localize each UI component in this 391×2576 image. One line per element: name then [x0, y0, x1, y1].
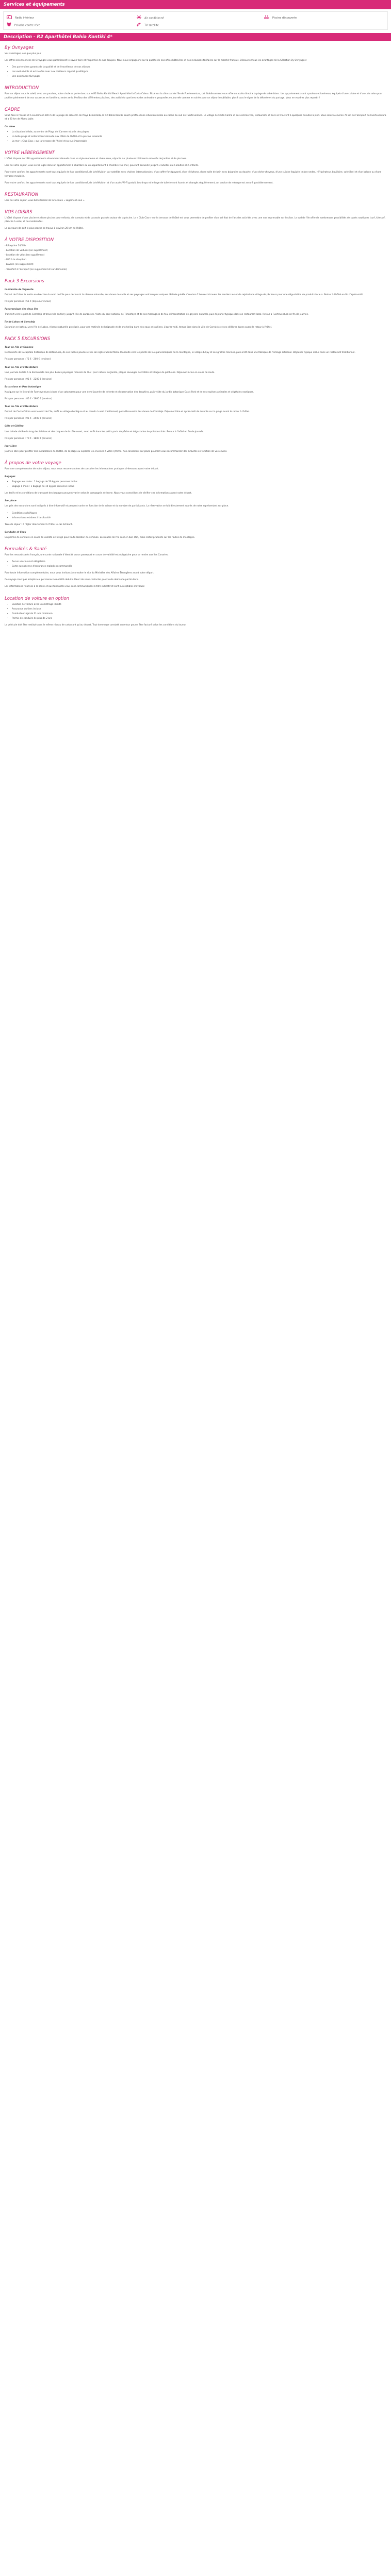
list-item: • Informations relatives à la sécurité	[12, 516, 387, 520]
paragraph: Journée libre pour profiter des installations de l'hôtel, de la plage ou explorer les environs à votre rythme. Nos conseillers sur place pourront vous recommander des activités en fonction de vos envies.	[5, 450, 227, 453]
subheading: Tour de l'île et Fête Nature	[5, 366, 38, 369]
service-label: Piscine découverte	[272, 16, 297, 20]
list-item: • Permis de conduire de plus de 2 ans	[12, 617, 387, 620]
bullet-list	[5, 130, 387, 143]
list-line: - Location de vélos (en supplément)	[5, 254, 45, 257]
paragraph: Taxe de séjour : à régler directement à l'hôtel le cas échéant.	[5, 523, 73, 526]
service-label: Air conditionné	[144, 16, 164, 20]
list-item: • Carte européenne d'assurance maladie recommandée	[12, 565, 387, 568]
paragraph: Les offres sélectionnées de Ovnyages vous garantissent le savoir-faire et l'expertise de nos équipes. Nous nous engageons sur la qualité de nos offres hôtelières et nos inclusions tarifaires sur le marché français. Découvrez tous les avantages de la Sélection By Ovnyages :	[5, 59, 307, 62]
section-heading: INTRODUCTION	[5, 86, 39, 91]
paragraph: Ce voyage n'est pas adapté aux personnes à mobilité réduite. Merci de nous contacter pour toute demande particulière.	[5, 579, 139, 582]
subheading: Île de Lobos et Corralejo	[5, 321, 36, 324]
subheading: Panoramique des deux îles	[5, 308, 39, 311]
subheading: Sur place	[5, 500, 17, 503]
list-item: • Conditions spécifiques	[12, 512, 387, 515]
bullet-list	[5, 480, 387, 488]
paragraph: Prix par personne : 85 € - 1900 € (environ)	[5, 398, 52, 401]
section-heading: VOS LOISIRS	[5, 209, 32, 215]
bullet-list	[5, 65, 387, 78]
subheading: Jour Libre	[5, 445, 17, 448]
section-heading: Formalités & Santé	[5, 547, 47, 552]
service-satellite	[137, 22, 159, 28]
paragraph: Le parcours de golf le plus proche se trouve à environ 20 km de l'hôtel.	[5, 227, 84, 230]
list-item: • Bagages en soute : 1 bagage de 20 kg par personne inclus	[12, 480, 387, 484]
paragraph: Départ de l'hôtel le matin en direction du nord de l'île pour découvrir la réserve naturelle, ses dunes de sable et ses paysages volcaniques uniques. Balade guidée d'environ 2 heures à travers les sentiers avant de rejoindre le village de pêcheurs pour une dégustation de produits locaux. Retour à l'hôtel en fin d'après-midi.	[5, 293, 364, 296]
page	[0, 0, 391, 630]
section-heading: VOTRE HÉBERGEMENT	[5, 150, 55, 156]
list-line: - Laverie (en supplément)	[5, 263, 34, 266]
paragraph: L'hôtel dispose de 148 appartements récemment rénovés dans un style moderne et chaleureux, répartis sur plusieurs bâtiments entourés de jardins et de piscines.	[5, 158, 187, 161]
paragraph: Pour un séjour sous le soleil, avec vos proches, notre choix se porte donc sur le R2 Bahía Kontiki Beach Aparthôtel à Costa Calma. Situé sur la côte sud de l'île de Fuerteventura, cet établissement vous offre un accès direct à la plage de sable blanc. Les appartements sont spacieux et lumineux, équipés d'une cuisine et d'un coin salon pour profiter pleinement de vos vacances en famille ou entre amis. Profitez des différentes piscines, des activités sportives et des animations proposées en journée comme en soirée pour un séjour inoubliable, placé sous le signe de la détente et du partage. Vous ne voudrez plus repartir !	[5, 93, 383, 99]
paragraph: Prix par personne : 95 € - 2200 € (environ)	[5, 378, 52, 381]
paragraph: Prix par personne : 70 € - 1800 € (environ)	[5, 437, 52, 440]
list-item: • La mer « Club Ciao » sur la terrasse de l'hôtel et sa vue imprenable	[12, 140, 387, 143]
paragraph: L'hôtel dispose d'une piscine et d'une piscine pour enfants, de transats et de parasols gratuits autour de la piscine. Le « Club Ciao » sur la terrasse de l'hôtel est vous permettra de profiter d'un bel état de l'art des activités avec une vue imprenable sur l'océan. Le sud de l'île offre de nombreuses possibilités de sports nautiques (surf, kitesurf, planche à voile) et de randonnées.	[5, 216, 386, 223]
section-heading: RESTAURATION	[5, 192, 38, 197]
paragraph: Prix par personne : 55 € (déjeuner inclus)	[5, 300, 51, 303]
list-item: • Conducteur âgé de 21 ans minimum	[12, 612, 387, 616]
service-label: Radio intérieur	[15, 16, 34, 20]
subheading: Conduite et lieux	[5, 531, 26, 534]
paragraph: Le véhicule doit être restitué avec le même niveau de carburant qu'au départ. Tout dommage constaté au retour pourra être facturé selon les conditions du loueur.	[5, 623, 187, 626]
list-line: - Location de voitures (en supplément)	[5, 249, 48, 252]
paragraph: Découverte de la capitale historique de Betancuria, de ses ruelles pavées et de son église Santa María. Poursuite vers les points de vue panoramiques de la montagne, le village d'Ajuy et ses grottes marines, puis arrêt dans une fabrique de fromage artisanal. Déjeuner typique inclus dans un restaurant traditionnel.	[5, 351, 355, 354]
list-item: • Bagage à main : 1 bagage de 10 kg par personne inclus	[12, 485, 387, 488]
paragraph: Transfert vers le port de Corralejo et traversée en ferry jusqu'à l'île de Lanzarote. Visite du parc national de Timanfaya et de ses montagnes de feu, démonstration de geysers naturels, puis déjeuner typique dans un restaurant local. Retour à Fuerteventura en fin de journée.	[5, 313, 309, 316]
services-title: Services et équipements	[0, 0, 391, 9]
service-radio	[7, 15, 34, 21]
paragraph: Situé face à l'océan et à seulement 300 m de la plage de sable fin de Playa Esmeralda, le R2 Bahía Kontiki Beach profite d'une situation idéale au calme du sud de Fuerteventura. Le village de Costa Calma et ses commerces, restaurants et bars se trouvent à quelques minutes à pied. Vous serez à environ 70 km de l'aéroport de Fuerteventura et à 20 km de Morro Jable.	[5, 114, 386, 121]
paragraph: Vos avantages, ces que plus jour	[5, 53, 41, 55]
paragraph: Lors de votre séjour, vous bénéficierez de la formule « Logement seul ».	[5, 199, 85, 202]
paragraph: Pour les ressortissants français, une carte nationale d'identité ou un passeport en cours de validité est obligatoire pour se rendre aux îles Canaries.	[5, 554, 169, 556]
section-heading: CADRE	[5, 107, 20, 112]
subheading: La Marche de Tegueste	[5, 288, 34, 291]
paragraph: Prix par personne : 95 € - 2500 € (environ)	[5, 417, 52, 420]
list-item: • Location de voiture avec kilométrage illimité	[12, 603, 387, 606]
services-panel	[3, 11, 388, 30]
paragraph: Un permis de conduire en cours de validité est exigé pour toute location de véhicule. Les routes de l'île sont en bon état, mais restez prudents sur les routes de montagne.	[5, 536, 196, 539]
teddy-icon	[7, 22, 11, 28]
section-heading: Location de voiture en option	[5, 596, 70, 601]
satellite-icon	[137, 22, 141, 28]
subheading: Bagages	[5, 475, 15, 478]
bullet-list	[5, 603, 387, 620]
service-label: TV satellite	[144, 24, 159, 27]
service-pool	[264, 15, 297, 21]
service-label: Peluche contre rêve	[14, 24, 40, 27]
paragraph: Lors de votre séjour, vous serez logés dans un appartement 1 chambre ou un appartement 1 chambre vue mer, pouvant accueillir jusqu'à 3 adultes ou 2 adultes et 2 enfants.	[5, 164, 199, 167]
section-heading: À VOTRE DISPOSITION	[5, 238, 54, 243]
bullet-list	[5, 560, 387, 568]
paragraph: Pour une compréhension de votre séjour, nous vous recommandons de consulter les informations pratiques ci-dessous avant votre départ.	[5, 467, 159, 470]
list-item: • Une assistance Ovnyages	[12, 75, 387, 78]
paragraph: Une journée dédiée à la découverte des plus beaux paysages naturels de l'île : parc naturel de Jandía, plages sauvages de Cofete et villages de pêcheurs. Déjeuner inclus en cours de route.	[5, 371, 215, 374]
list-item: • Des partenaires garants de la qualité et de l'excellence de nos séjours	[12, 65, 387, 69]
paragraph: Naviguez sur le littoral de Fuerteventura à bord d'un catamaran pour une demi-journée de détente et d'observation des dauphins, puis visite du jardin botanique Oasis Park et de ses espèces animales et végétales exotiques.	[5, 391, 254, 394]
list-item: • Assurance au tiers incluse	[12, 607, 387, 611]
section-heading: PACK 5 EXCURSIONS	[5, 336, 51, 342]
subheading: On aime	[5, 125, 15, 128]
paragraph: Pour votre confort, les appartements sont tous équipés de l'air conditionné, de la télévision par satellite avec chaînes internationales, d'un coffre-fort (payant), d'un téléphone, d'une salle de bain avec baignoire ou douche, d'un sèche-cheveux, d'une cuisine équipée (micro-ondes, réfrigérateur, bouilloire, cafetière) et d'un balcon ou d'une terrasse meublée.	[5, 171, 382, 178]
list-item: • La situation idéale, au centre de Playa del Carmen et près des plages	[12, 130, 387, 134]
pool-icon	[264, 15, 269, 21]
section-heading: À propos de votre voyage	[5, 460, 61, 466]
snowflake-icon	[137, 15, 141, 21]
subheading: Tour de l'île et Fête Nature	[5, 405, 38, 409]
bullet-list	[5, 512, 387, 520]
paragraph: Pour toute information complémentaire, nous vous invitons à consulter le site du Ministère des Affaires Étrangères avant votre départ.	[5, 572, 154, 575]
section-heading: Pack 3 Excursions	[5, 278, 44, 284]
list-item: • Les exclusivités et extra offre avec aux meilleurs rapport qualité/prix	[12, 70, 387, 74]
service-aircon	[137, 15, 164, 21]
paragraph: Pour votre confort, les appartements sont tous équipés de l'air conditionné, de la télévision et d'un accès Wi-Fi gratuit. Les draps et le linge de toilette sont fournis et changés régulièrement, un service de ménage est assuré quotidiennement.	[5, 181, 273, 184]
subheading: Côte et Côtière	[5, 425, 24, 428]
radio-icon	[7, 15, 12, 21]
service-teddy	[7, 22, 40, 28]
paragraph: Prix par personne : 75 € - 200 € (environ)	[5, 358, 51, 361]
list-line: - Transfert à l'aéroport (en supplément et sur demande)	[5, 268, 67, 271]
list-line: - Wifi à la réception	[5, 259, 26, 262]
paragraph: Les tarifs et les conditions de transport des bagages peuvent varier selon la compagnie aérienne. Nous vous conseillons de vérifier ces informations avant votre départ.	[5, 492, 192, 495]
section-heading: By Ovnyages	[5, 45, 34, 50]
paragraph: Excursion en bateau vers l'île de Lobos, réserve naturelle protégée, pour une matinée de baignade et de snorkeling dans des eaux cristallines. L'après-midi, temps libre dans la ville de Corralejo et ses célèbres dunes avant le retour à l'hôtel.	[5, 326, 272, 329]
subheading: Tour de l'île et Colonne	[5, 346, 34, 349]
list-item: • Aucun vaccin n'est obligatoire	[12, 560, 387, 564]
paragraph: Départ de Costa Calma vers le nord de l'île, arrêt au village d'Antigua et au moulin à vent traditionnel, puis découverte des dunes de Corralejo. Déjeuner libre et après-midi de détente sur la plage avant le retour à l'hôtel.	[5, 411, 250, 414]
description-title: Description - R2 Aparthôtel Bahía Kontiki 4*	[0, 33, 391, 41]
description-content	[0, 41, 391, 627]
paragraph: Les informations relatives à la santé et aux formalités vous sont communiquées à titre indicatif et sont susceptibles d'évoluer.	[5, 585, 145, 588]
paragraph: Une balade côtière le long des falaises et des criques de la côte ouest, avec arrêt dans les petits ports de pêche et dégustation de poissons frais. Retour à l'hôtel en fin de journée.	[5, 430, 204, 433]
list-line: - Réception 24/24h	[5, 245, 26, 248]
subheading: Excursions et Parc botanique	[5, 385, 41, 388]
list-item: • La belle plage et entièrement rénovée aux côtés de l'hôtel et la piscine relaxante	[12, 135, 387, 139]
paragraph: Les prix des excursions sont indiqués à titre informatif et peuvent varier en fonction de la saison et du nombre de participants. La réservation se fait directement auprès de notre représentant sur place.	[5, 505, 229, 508]
